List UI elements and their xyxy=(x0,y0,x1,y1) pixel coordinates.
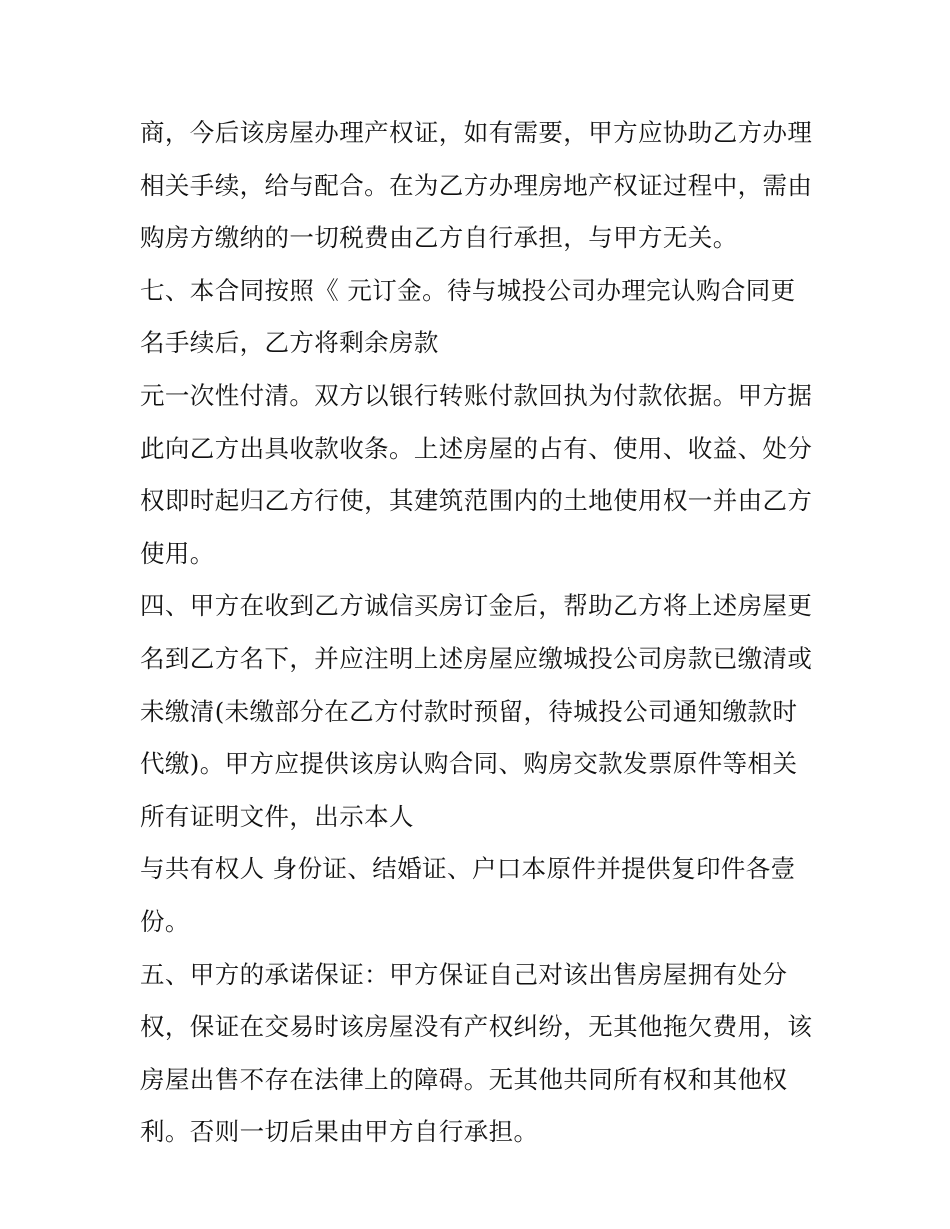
text-line: 相关手续，给与配合。在为乙方办理房地产权证过程中，需由 xyxy=(140,170,813,200)
text-line: 五、甲方的承诺保证：甲方保证自己对该出售房屋拥有处分 xyxy=(140,959,788,989)
text-line: 商，今后该房屋办理产权证，如有需要，甲方应协助乙方办理 xyxy=(140,118,813,147)
text-line: 权，保证在交易时该房屋没有产权纠纷，无其他拖欠费用，该 xyxy=(140,1012,813,1042)
text-line: 购房方缴纳的一切税费由乙方自行承担，与甲方无关。 xyxy=(140,223,738,253)
text-line: 名手续后，乙方将剩余房款 xyxy=(140,328,439,358)
text-line: 与共有权人 身份证、结婚证、户口本原件并提供复印件各壹 xyxy=(140,854,796,884)
text-line: 元一次性付清。双方以银行转账付款回执为付款依据。甲方据 xyxy=(140,380,813,410)
text-line: 此向乙方出具收款收条。上述房屋的占有、使用、收益、处分 xyxy=(140,433,813,463)
text-line: 房屋出售不存在法律上的障碍。无其他共同所有权和其他权 xyxy=(140,1064,788,1094)
text-line: 名到乙方名下，并应注明上述房屋应缴城投公司房款已缴清或 xyxy=(140,643,813,673)
text-line: 七、本合同按照《 元订金。待与城投公司办理完认购合同更 xyxy=(140,275,796,305)
text-line: 代缴)。甲方应提供该房认购合同、购房交款发票原件等相关 xyxy=(140,749,798,779)
contract-body-text xyxy=(140,107,830,1159)
text-line: 权即时起归乙方行使，其建筑范围内的土地使用权一并由乙方 xyxy=(140,486,813,516)
text-line: 四、甲方在收到乙方诚信买房订金后，帮助乙方将上述房屋更 xyxy=(140,591,813,621)
text-line: 所有证明文件，出示本人 xyxy=(140,801,414,831)
text-line: 利。否则一切后果由甲方自行承担。 xyxy=(140,1117,539,1147)
text-line: 份。 xyxy=(140,906,190,936)
text-line: 使用。 xyxy=(140,538,215,568)
text-line: 未缴清(未缴部分在乙方付款时预留，待城投公司通知缴款时 xyxy=(140,696,798,726)
